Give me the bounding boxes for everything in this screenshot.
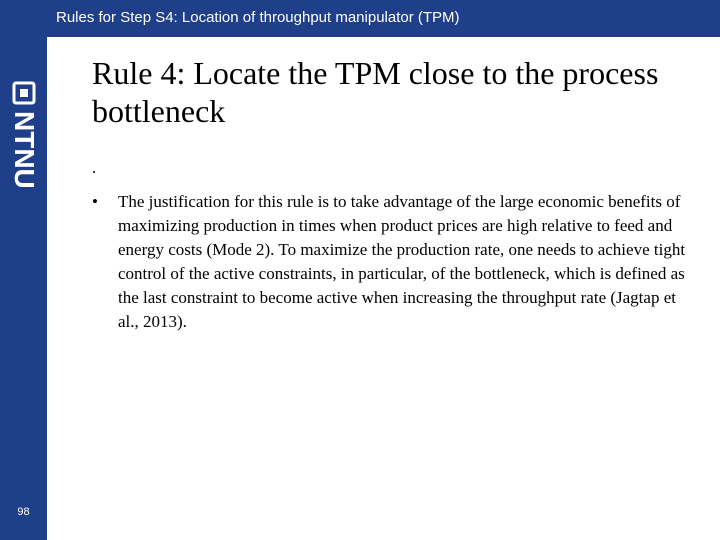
bullet-item: [92, 190, 692, 334]
header-title: Rules for Step S4: Location of throughput manipulator (TPM): [56, 9, 460, 26]
ntnu-logo: [6, 81, 42, 211]
bullet-icon: •: [92, 192, 98, 211]
header-bar: [0, 0, 720, 37]
bullet-text: The justification for this rule is to take advantage of the large economic benefits of maximizing production in times when product prices are high relative to feed and energy costs (Mode 2). To maximize the production rate, one needs to achieve tight control of the active constraints, in particular, of the bottleneck, which is defined as the last constraint to become active when increasing the throughput rate (Jagtap et al., 2013).: [118, 192, 686, 331]
stray-dot: .: [92, 158, 97, 177]
page-number: 98: [17, 506, 30, 518]
sidebar: [0, 37, 47, 540]
ntnu-logo-text: NTNU: [9, 111, 40, 189]
slide-title: Rule 4: Locate the TPM close to the process bottleneck: [92, 55, 659, 129]
